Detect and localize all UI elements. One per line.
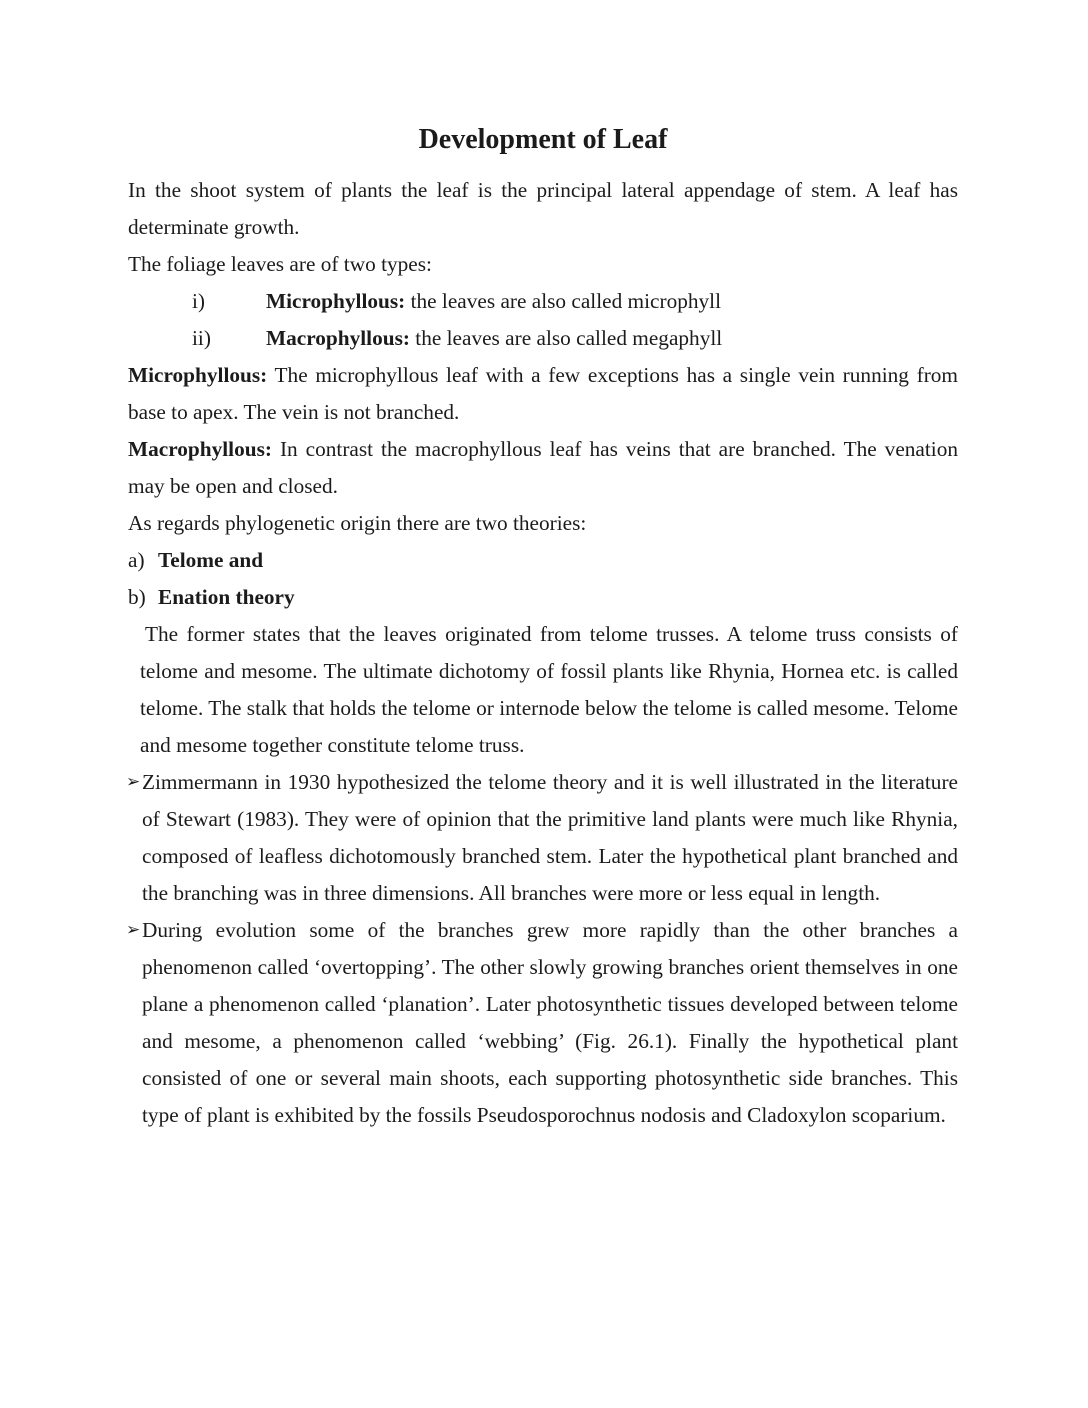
bullet-paragraph-zimmermann (126, 764, 958, 912)
arrow-bullet-icon: ➢ (126, 772, 141, 792)
paragraph-former-states: The former states that the leaves originated from telome trusses. A telome truss consists of telome and mesome. The ultimate dichotomy of fossil plants like Rhynia, Hornea etc. is called telome. The stalk that holds the telome or internode below the telome is called mesome. Telome and mesome together constitute telome truss. (140, 622, 958, 757)
list-number: b) (128, 585, 146, 609)
definition-text: In contrast the macrophyllous leaf has veins that are branched. The venation may be open and closed. (128, 437, 959, 498)
list-text: the leaves are also called megaphyll (415, 326, 723, 350)
bullet-text: During evolution some of the branches grew more rapidly than the other branches a phenomenon called ‘overtopping’. The other slowly growing branches orient themselves in one plane a phenomenon called ‘planation’. Later photosynthetic tissues developed between telome and mesome, a phenomenon called ‘webbing’ (Fig. 26.1). Finally the hypothetical plant consisted of one or several main shoots, each supporting photosynthetic side branches. This type of plant is exhibited by the fossils Pseudosporochnus nodosis and Cladoxylon scoparium. (142, 918, 958, 1127)
list-number: i) (192, 289, 206, 313)
definition-term: Microphyllous: (128, 363, 268, 387)
paragraph-foliage-lead: The foliage leaves are of two types: (128, 252, 432, 276)
bullet-text: Zimmermann in 1930 hypothesized the telome theory and it is well illustrated in the literature of Stewart (1983). They were of opinion that the primitive land plants were much like Rhynia, composed of leafless dichotomously branched stem. Later the hypothetical plant branched and the branching was in three dimensions. All branches were more or less equal in length. (142, 770, 958, 905)
paragraph-phylogenetic-lead: As regards phylogenetic origin there are two theories: (128, 511, 587, 535)
list-number: ii) (192, 326, 211, 350)
list-number: a) (128, 548, 145, 572)
definition-text: The microphyllous leaf with a few exceptions has a single vein running from base to apex. The vein is not branched. (128, 363, 958, 424)
roman-list-item-macrophyllous (128, 320, 958, 357)
alpha-list-item-telome (128, 542, 958, 579)
document-title: Development of Leaf (418, 124, 668, 155)
list-term: Telome and (158, 548, 264, 572)
bullet-paragraph-evolution (126, 912, 958, 1134)
alpha-list-item-enation (128, 579, 958, 616)
list-term: Macrophyllous: (266, 326, 410, 350)
list-text: the leaves are also called microphyll (410, 289, 722, 313)
definition-paragraph-microphyllous (128, 357, 958, 431)
roman-list-item-microphyllous (128, 283, 958, 320)
paragraph-intro: In the shoot system of plants the leaf is the principal lateral appendage of stem. A leaf has determinate growth. (128, 178, 958, 239)
definition-paragraph-macrophyllous (128, 431, 958, 505)
definition-term: Macrophyllous: (128, 437, 272, 461)
list-term: Microphyllous: (266, 289, 406, 313)
list-term: Enation theory (158, 585, 295, 609)
arrow-bullet-icon: ➢ (126, 920, 141, 940)
